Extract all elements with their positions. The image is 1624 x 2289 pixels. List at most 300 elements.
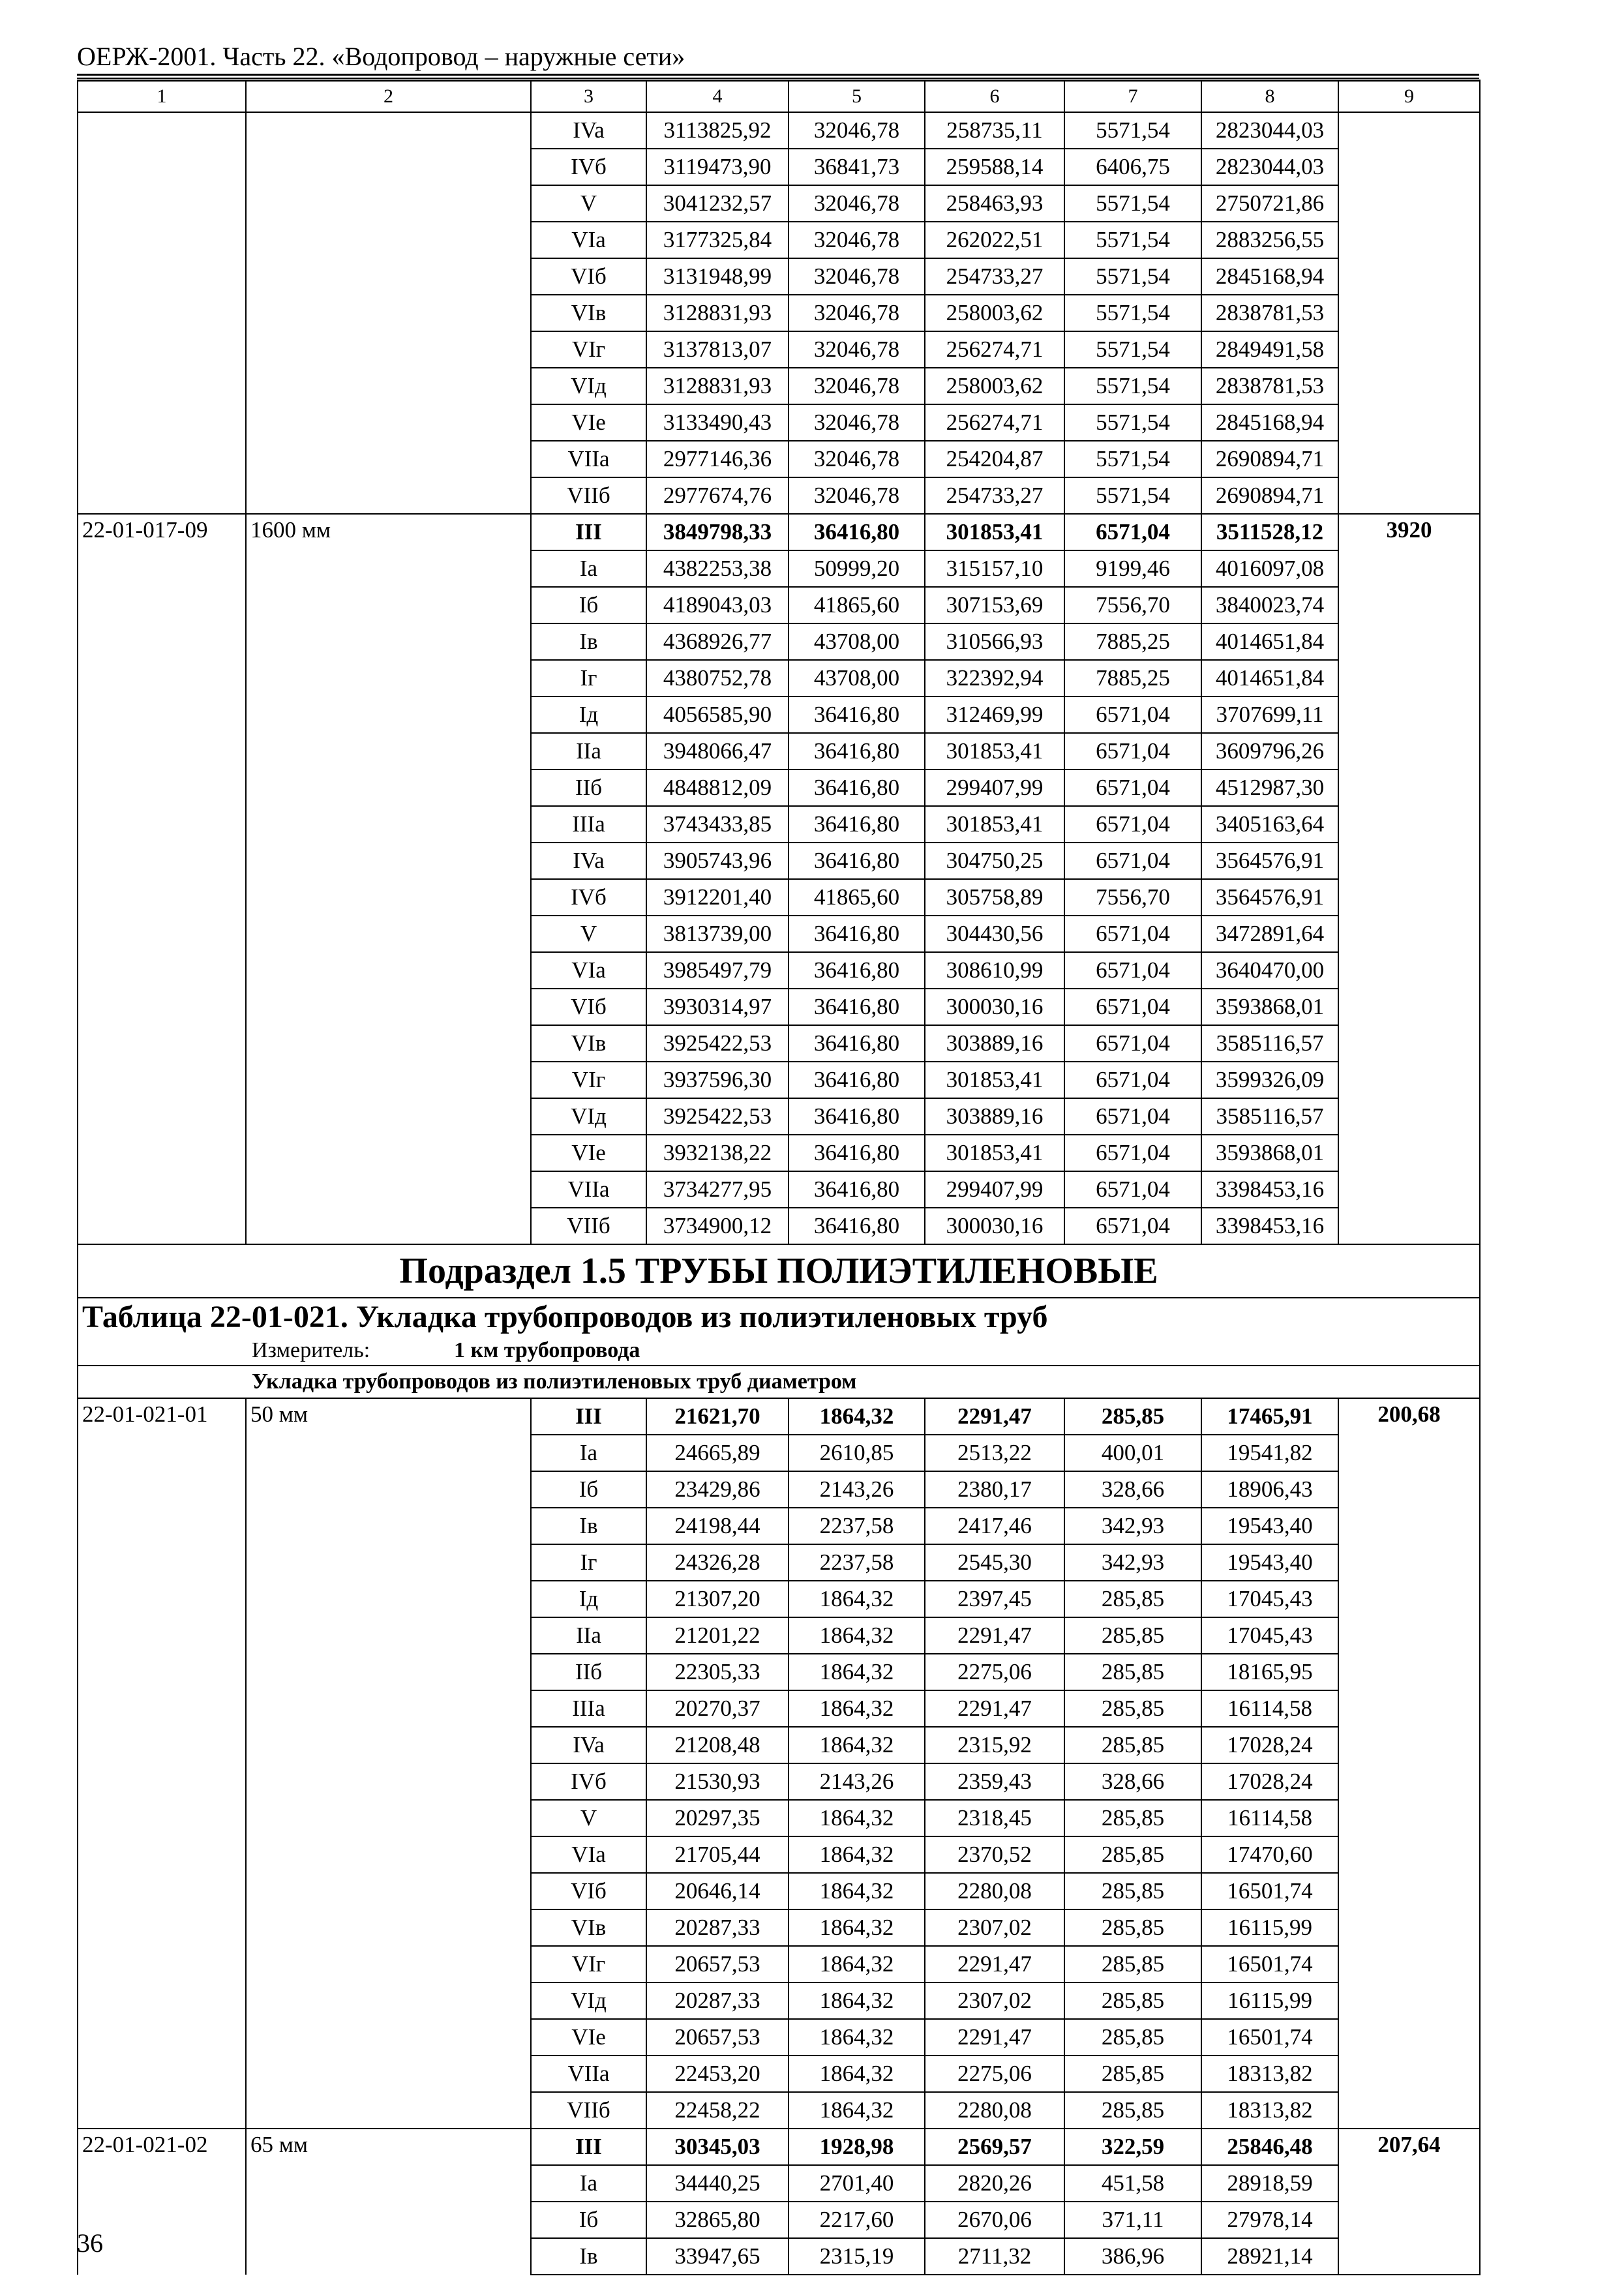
value-cell: 16501,74: [1201, 2019, 1338, 2056]
value-cell: 36416,80: [789, 916, 925, 952]
value-cell: 21307,20: [646, 1581, 789, 1617]
value-cell: 3930314,97: [646, 989, 789, 1025]
value-cell: 24198,44: [646, 1508, 789, 1544]
value-cell: 400,01: [1064, 1435, 1201, 1471]
column-number-row: [78, 81, 1480, 113]
value-cell: 17028,24: [1201, 1763, 1338, 1800]
value-cell: 254733,27: [925, 477, 1064, 514]
zone-cell: Iб: [531, 1471, 646, 1508]
zone-cell: VIa: [531, 222, 646, 258]
column-number: 1: [78, 81, 246, 113]
value-cell: 285,85: [1064, 1398, 1201, 1435]
value-cell: 1864,32: [789, 1946, 925, 1982]
running-header: ОЕРЖ-2001. Часть 22. «Водопровод – наружные сети»: [77, 42, 685, 71]
value-cell: 2417,46: [925, 1508, 1064, 1544]
zone-cell: Iг: [531, 660, 646, 696]
value-cell: 3640470,00: [1201, 952, 1338, 989]
value-cell: 301853,41: [925, 1135, 1064, 1171]
value-cell: 18313,82: [1201, 2056, 1338, 2092]
zone-cell: Iв: [531, 2238, 646, 2275]
value-cell: 36416,80: [789, 1208, 925, 1244]
subheading-row: [78, 1366, 1480, 1398]
value-cell: 4382253,38: [646, 550, 789, 587]
zone-cell: VIв: [531, 1909, 646, 1946]
value-cell: 16114,58: [1201, 1800, 1338, 1836]
value-cell: 2845168,94: [1201, 258, 1338, 295]
value-cell: 285,85: [1064, 1800, 1201, 1836]
column-number: 3: [531, 81, 646, 113]
value-cell: 7885,25: [1064, 660, 1201, 696]
table-row: [78, 1398, 1480, 1435]
value-cell: 308610,99: [925, 952, 1064, 989]
value-cell: 2380,17: [925, 1471, 1064, 1508]
column-number: 4: [646, 81, 789, 113]
value-cell: 2237,58: [789, 1544, 925, 1581]
zone-cell: VIIб: [531, 1208, 646, 1244]
value-cell: 4014651,84: [1201, 623, 1338, 660]
value-cell: 36416,80: [789, 1135, 925, 1171]
value-cell: 3398453,16: [1201, 1208, 1338, 1244]
column-number: 9: [1338, 81, 1480, 113]
value-cell: 28918,59: [1201, 2165, 1338, 2202]
value-cell: 20270,37: [646, 1690, 789, 1727]
rates-table: [77, 80, 1481, 2275]
value-cell: 1864,32: [789, 1873, 925, 1909]
value-cell: 258003,62: [925, 368, 1064, 404]
zone-cell: VIIб: [531, 477, 646, 514]
zone-cell: Iб: [531, 587, 646, 623]
rate-name: 1600 мм: [246, 514, 531, 1244]
zone-cell: VIa: [531, 1836, 646, 1873]
value-cell: 371,11: [1064, 2202, 1201, 2238]
zone-cell: IIa: [531, 733, 646, 770]
value-cell: 30345,03: [646, 2129, 789, 2165]
value-cell: 3405163,64: [1201, 806, 1338, 843]
value-cell: 16114,58: [1201, 1690, 1338, 1727]
value-cell: 1864,32: [789, 1982, 925, 2019]
zone-cell: VIe: [531, 404, 646, 441]
table-row: [78, 2129, 1480, 2165]
value-cell: 6571,04: [1064, 989, 1201, 1025]
value-cell: 312469,99: [925, 696, 1064, 733]
value-cell: 328,66: [1064, 1471, 1201, 1508]
value-cell: 21621,70: [646, 1398, 789, 1435]
zone-cell: IVб: [531, 879, 646, 916]
value-cell: 20657,53: [646, 1946, 789, 1982]
value-cell: 16501,74: [1201, 1946, 1338, 1982]
value-cell: 2838781,53: [1201, 368, 1338, 404]
meter-cell: [78, 1336, 1480, 1366]
value-cell: 25846,48: [1201, 2129, 1338, 2165]
value-cell: 451,58: [1064, 2165, 1201, 2202]
value-cell: 2307,02: [925, 1909, 1064, 1946]
section-title: Подраздел 1.5 ТРУБЫ ПОЛИЭТИЛЕНОВЫЕ: [78, 1244, 1480, 1298]
value-cell: 2701,40: [789, 2165, 925, 2202]
zone-cell: VIв: [531, 1025, 646, 1062]
value-cell: 258003,62: [925, 295, 1064, 331]
value-cell: 342,93: [1064, 1544, 1201, 1581]
zone-cell: VIб: [531, 258, 646, 295]
value-cell: 6406,75: [1064, 149, 1201, 185]
value-cell: 3585116,57: [1201, 1025, 1338, 1062]
value-cell: 36416,80: [789, 514, 925, 550]
value-cell: 9199,46: [1064, 550, 1201, 587]
column-number: 5: [789, 81, 925, 113]
value-cell: 3734277,95: [646, 1171, 789, 1208]
zone-cell: V: [531, 1800, 646, 1836]
labor-cell: 200,68: [1338, 1398, 1480, 2129]
value-cell: 23429,86: [646, 1471, 789, 1508]
value-cell: 3593868,01: [1201, 1135, 1338, 1171]
value-cell: 258463,93: [925, 185, 1064, 222]
value-cell: 3985497,79: [646, 952, 789, 989]
value-cell: 3849798,33: [646, 514, 789, 550]
value-cell: 5571,54: [1064, 222, 1201, 258]
zone-cell: Iб: [531, 2202, 646, 2238]
value-cell: 5571,54: [1064, 404, 1201, 441]
value-cell: 43708,00: [789, 660, 925, 696]
value-cell: 2280,08: [925, 2092, 1064, 2129]
rate-name: 65 мм: [246, 2129, 531, 2275]
value-cell: 16115,99: [1201, 1982, 1338, 2019]
zone-cell: V: [531, 185, 646, 222]
value-cell: 36416,80: [789, 770, 925, 806]
value-cell: 2569,57: [925, 2129, 1064, 2165]
value-cell: 7556,70: [1064, 587, 1201, 623]
value-cell: 2315,19: [789, 2238, 925, 2275]
rate-name: 50 мм: [246, 1398, 531, 2129]
value-cell: 2318,45: [925, 1800, 1064, 1836]
value-cell: 7885,25: [1064, 623, 1201, 660]
value-cell: 2610,85: [789, 1435, 925, 1471]
zone-cell: VIIa: [531, 2056, 646, 2092]
value-cell: 256274,71: [925, 404, 1064, 441]
value-cell: 5571,54: [1064, 112, 1201, 149]
meter-row: [78, 1336, 1480, 1366]
value-cell: 285,85: [1064, 1727, 1201, 1763]
value-cell: 22453,20: [646, 2056, 789, 2092]
value-cell: 36416,80: [789, 1025, 925, 1062]
value-cell: 285,85: [1064, 2092, 1201, 2129]
value-cell: 3925422,53: [646, 1025, 789, 1062]
value-cell: 301853,41: [925, 806, 1064, 843]
value-cell: 17045,43: [1201, 1617, 1338, 1654]
value-cell: 3131948,99: [646, 258, 789, 295]
value-cell: 299407,99: [925, 770, 1064, 806]
value-cell: 6571,04: [1064, 733, 1201, 770]
value-cell: 5571,54: [1064, 477, 1201, 514]
value-cell: 1864,32: [789, 1617, 925, 1654]
value-cell: 2977146,36: [646, 441, 789, 477]
value-cell: 2291,47: [925, 1398, 1064, 1435]
value-cell: 2823044,03: [1201, 112, 1338, 149]
zone-cell: VIe: [531, 1135, 646, 1171]
value-cell: 3041232,57: [646, 185, 789, 222]
value-cell: 285,85: [1064, 2019, 1201, 2056]
value-cell: 17045,43: [1201, 1581, 1338, 1617]
value-cell: 36416,80: [789, 1062, 925, 1098]
header-rule: [77, 74, 1479, 79]
value-cell: 36416,80: [789, 952, 925, 989]
value-cell: 16501,74: [1201, 1873, 1338, 1909]
rate-name: [246, 112, 531, 514]
section-row: [78, 1244, 1480, 1298]
value-cell: 6571,04: [1064, 696, 1201, 733]
value-cell: 328,66: [1064, 1763, 1201, 1800]
value-cell: 6571,04: [1064, 1098, 1201, 1135]
zone-cell: VIг: [531, 1062, 646, 1098]
zone-cell: VIг: [531, 1946, 646, 1982]
value-cell: 3128831,93: [646, 295, 789, 331]
value-cell: 34440,25: [646, 2165, 789, 2202]
value-cell: 2315,92: [925, 1727, 1064, 1763]
value-cell: 32865,80: [646, 2202, 789, 2238]
labor-cell: [1338, 112, 1480, 514]
value-cell: 3137813,07: [646, 331, 789, 368]
zone-cell: IIб: [531, 770, 646, 806]
zone-cell: VIб: [531, 989, 646, 1025]
value-cell: 1864,32: [789, 1836, 925, 1873]
zone-cell: VIIб: [531, 2092, 646, 2129]
value-cell: 301853,41: [925, 733, 1064, 770]
value-cell: 2513,22: [925, 1435, 1064, 1471]
value-cell: 2690894,71: [1201, 441, 1338, 477]
value-cell: 20287,33: [646, 1982, 789, 2019]
zone-cell: V: [531, 916, 646, 952]
value-cell: 3128831,93: [646, 368, 789, 404]
value-cell: 2845168,94: [1201, 404, 1338, 441]
value-cell: 50999,20: [789, 550, 925, 587]
value-cell: 19543,40: [1201, 1544, 1338, 1581]
value-cell: 2545,30: [925, 1544, 1064, 1581]
value-cell: 32046,78: [789, 112, 925, 149]
value-cell: 6571,04: [1064, 1208, 1201, 1244]
value-cell: 7556,70: [1064, 879, 1201, 916]
value-cell: 18313,82: [1201, 2092, 1338, 2129]
value-cell: 4848812,09: [646, 770, 789, 806]
value-cell: 4512987,30: [1201, 770, 1338, 806]
zone-cell: VIe: [531, 2019, 646, 2056]
table-row: [78, 514, 1480, 550]
value-cell: 301853,41: [925, 1062, 1064, 1098]
zone-cell: III: [531, 2129, 646, 2165]
value-cell: 36416,80: [789, 733, 925, 770]
value-cell: 2397,45: [925, 1581, 1064, 1617]
value-cell: 20287,33: [646, 1909, 789, 1946]
meter-value: 1 км трубопровода: [454, 1338, 640, 1362]
value-cell: 3813739,00: [646, 916, 789, 952]
value-cell: 2280,08: [925, 1873, 1064, 1909]
value-cell: 285,85: [1064, 1654, 1201, 1690]
value-cell: 3398453,16: [1201, 1171, 1338, 1208]
value-cell: 2711,32: [925, 2238, 1064, 2275]
zone-cell: Iд: [531, 696, 646, 733]
value-cell: 342,93: [1064, 1508, 1201, 1544]
zone-cell: IVa: [531, 843, 646, 879]
value-cell: 19543,40: [1201, 1508, 1338, 1544]
value-cell: 2670,06: [925, 2202, 1064, 2238]
value-cell: 2823044,03: [1201, 149, 1338, 185]
value-cell: 6571,04: [1064, 1062, 1201, 1098]
zone-cell: VIв: [531, 295, 646, 331]
value-cell: 1864,32: [789, 1581, 925, 1617]
value-cell: 285,85: [1064, 1617, 1201, 1654]
value-cell: 6571,04: [1064, 1135, 1201, 1171]
value-cell: 259588,14: [925, 149, 1064, 185]
value-cell: 24326,28: [646, 1544, 789, 1581]
value-cell: 3511528,12: [1201, 514, 1338, 550]
value-cell: 1864,32: [789, 1654, 925, 1690]
zone-cell: VIIa: [531, 441, 646, 477]
subheading: Укладка трубопроводов из полиэтиленовых труб диаметром: [252, 1369, 857, 1394]
zone-cell: IIIa: [531, 1690, 646, 1727]
value-cell: 16115,99: [1201, 1909, 1338, 1946]
value-cell: 32046,78: [789, 477, 925, 514]
zone-cell: VIa: [531, 952, 646, 989]
page-number: 36: [77, 2228, 103, 2258]
value-cell: 303889,16: [925, 1098, 1064, 1135]
table-row: [78, 112, 1480, 149]
zone-cell: Iв: [531, 1508, 646, 1544]
value-cell: 4189043,03: [646, 587, 789, 623]
value-cell: 22305,33: [646, 1654, 789, 1690]
rate-code: 22-01-021-01: [78, 1398, 246, 2129]
value-cell: 3707699,11: [1201, 696, 1338, 733]
zone-cell: VIг: [531, 331, 646, 368]
value-cell: 21208,48: [646, 1727, 789, 1763]
zone-cell: Ia: [531, 1435, 646, 1471]
value-cell: 3734900,12: [646, 1208, 789, 1244]
value-cell: 315157,10: [925, 550, 1064, 587]
value-cell: 285,85: [1064, 1581, 1201, 1617]
value-cell: 304750,25: [925, 843, 1064, 879]
value-cell: 5571,54: [1064, 331, 1201, 368]
value-cell: 322392,94: [925, 660, 1064, 696]
zone-cell: Iд: [531, 1581, 646, 1617]
value-cell: 36841,73: [789, 149, 925, 185]
value-cell: 285,85: [1064, 1982, 1201, 2019]
value-cell: 256274,71: [925, 331, 1064, 368]
value-cell: 36416,80: [789, 1171, 925, 1208]
zone-cell: Iв: [531, 623, 646, 660]
value-cell: 2275,06: [925, 2056, 1064, 2092]
value-cell: 17465,91: [1201, 1398, 1338, 1435]
value-cell: 6571,04: [1064, 916, 1201, 952]
value-cell: 24665,89: [646, 1435, 789, 1471]
zone-cell: IVб: [531, 1763, 646, 1800]
value-cell: 2820,26: [925, 2165, 1064, 2202]
value-cell: 32046,78: [789, 258, 925, 295]
value-cell: 20297,35: [646, 1800, 789, 1836]
value-cell: 2275,06: [925, 1654, 1064, 1690]
value-cell: 285,85: [1064, 2056, 1201, 2092]
value-cell: 6571,04: [1064, 514, 1201, 550]
value-cell: 2291,47: [925, 2019, 1064, 2056]
value-cell: 36416,80: [789, 696, 925, 733]
value-cell: 2838781,53: [1201, 295, 1338, 331]
value-cell: 21705,44: [646, 1836, 789, 1873]
value-cell: 4016097,08: [1201, 550, 1338, 587]
value-cell: 3133490,43: [646, 404, 789, 441]
rate-code: 22-01-017-09: [78, 514, 246, 1244]
value-cell: 3840023,74: [1201, 587, 1338, 623]
value-cell: 18906,43: [1201, 1471, 1338, 1508]
value-cell: 305758,89: [925, 879, 1064, 916]
value-cell: 3599326,09: [1201, 1062, 1338, 1098]
value-cell: 1928,98: [789, 2129, 925, 2165]
value-cell: 32046,78: [789, 368, 925, 404]
value-cell: 2690894,71: [1201, 477, 1338, 514]
zone-cell: Ia: [531, 550, 646, 587]
zone-cell: IIa: [531, 1617, 646, 1654]
value-cell: 3585116,57: [1201, 1098, 1338, 1135]
column-number: 2: [246, 81, 531, 113]
value-cell: 2291,47: [925, 1617, 1064, 1654]
value-cell: 32046,78: [789, 295, 925, 331]
value-cell: 17028,24: [1201, 1727, 1338, 1763]
zone-cell: Ia: [531, 2165, 646, 2202]
table-title-row: [78, 1298, 1480, 1336]
value-cell: 300030,16: [925, 1208, 1064, 1244]
value-cell: 41865,60: [789, 587, 925, 623]
value-cell: 3743433,85: [646, 806, 789, 843]
value-cell: 6571,04: [1064, 806, 1201, 843]
value-cell: 43708,00: [789, 623, 925, 660]
column-number: 6: [925, 81, 1064, 113]
value-cell: 304430,56: [925, 916, 1064, 952]
value-cell: 303889,16: [925, 1025, 1064, 1062]
value-cell: 285,85: [1064, 1946, 1201, 1982]
value-cell: 2143,26: [789, 1763, 925, 1800]
value-cell: 1864,32: [789, 1398, 925, 1435]
value-cell: 3905743,96: [646, 843, 789, 879]
meter-label: Измеритель:: [252, 1338, 370, 1362]
value-cell: 254733,27: [925, 258, 1064, 295]
value-cell: 3925422,53: [646, 1098, 789, 1135]
value-cell: 6571,04: [1064, 952, 1201, 989]
value-cell: 3609796,26: [1201, 733, 1338, 770]
value-cell: 1864,32: [789, 2056, 925, 2092]
value-cell: 301853,41: [925, 514, 1064, 550]
value-cell: 285,85: [1064, 1690, 1201, 1727]
value-cell: 2237,58: [789, 1508, 925, 1544]
zone-cell: III: [531, 1398, 646, 1435]
value-cell: 1864,32: [789, 1727, 925, 1763]
value-cell: 2370,52: [925, 1836, 1064, 1873]
value-cell: 18165,95: [1201, 1654, 1338, 1690]
labor-cell: 3920: [1338, 514, 1480, 1244]
value-cell: 32046,78: [789, 185, 925, 222]
value-cell: 36416,80: [789, 843, 925, 879]
value-cell: 6571,04: [1064, 1171, 1201, 1208]
value-cell: 3564576,91: [1201, 879, 1338, 916]
value-cell: 28921,14: [1201, 2238, 1338, 2275]
value-cell: 322,59: [1064, 2129, 1201, 2165]
value-cell: 3177325,84: [646, 222, 789, 258]
value-cell: 19541,82: [1201, 1435, 1338, 1471]
zone-cell: IVб: [531, 149, 646, 185]
value-cell: 262022,51: [925, 222, 1064, 258]
value-cell: 21201,22: [646, 1617, 789, 1654]
value-cell: 32046,78: [789, 331, 925, 368]
value-cell: 4056585,90: [646, 696, 789, 733]
value-cell: 33947,65: [646, 2238, 789, 2275]
value-cell: 1864,32: [789, 2092, 925, 2129]
value-cell: 3564576,91: [1201, 843, 1338, 879]
zone-cell: IIIa: [531, 806, 646, 843]
value-cell: 2291,47: [925, 1690, 1064, 1727]
labor-cell: 207,64: [1338, 2129, 1480, 2275]
